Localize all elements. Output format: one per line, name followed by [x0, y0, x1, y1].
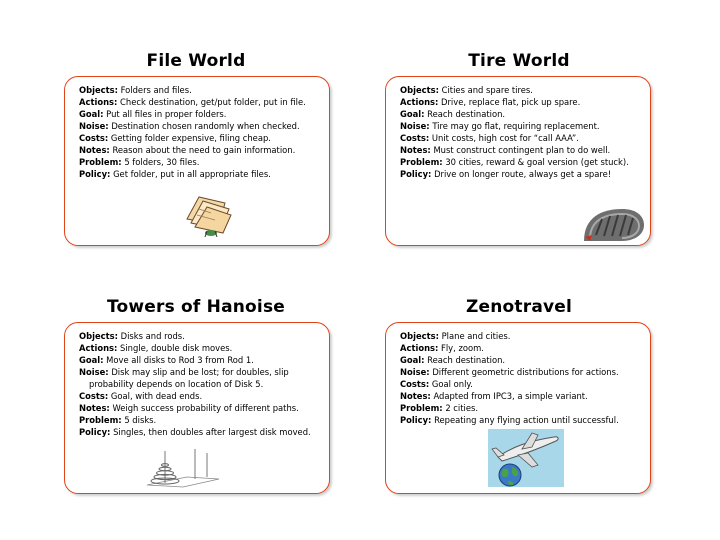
line-noise: Noise: Disk may slip and be lost; for doubles, slip: [79, 367, 289, 377]
file-folders-icon: [181, 189, 237, 239]
line-notes: Notes: Must construct contingent plan to do well.: [400, 145, 611, 155]
line-policy: Policy: Drive on longer route, always get a spare!: [400, 169, 612, 179]
line-problem: Problem: 5 folders, 30 files.: [79, 157, 200, 167]
hanoi-towers-icon: [143, 445, 223, 491]
card-text-lines: [79, 330, 319, 438]
line-actions: Actions: Check destination, get/put folder, put in file.: [79, 97, 306, 107]
line-noise: Noise: Different geometric distributions for actions.: [400, 367, 619, 377]
card-file-world: [64, 76, 330, 246]
line-policy: Policy: Singles, then doubles after largest disk moved.: [79, 427, 311, 437]
line-policy: Policy: Repeating any flying action until successful.: [400, 415, 619, 425]
airplane-globe-icon: [488, 427, 568, 491]
line-costs: Costs: Getting folder expensive, filing cheap.: [79, 133, 271, 143]
card-text-lines: [400, 84, 640, 180]
card-title-tire-world: Tire World: [468, 51, 570, 71]
line-notes: Notes: Adapted from IPC3, a simple variant.: [400, 391, 588, 401]
line-notes: Notes: Reason about the need to gain information.: [79, 145, 296, 155]
line-problem: Problem: 30 cities, reward & goal version (get stuck).: [400, 157, 629, 167]
line-noise: Noise: Destination chosen randomly when checked.: [79, 121, 300, 131]
line-policy: Policy: Get folder, put in all appropriate files.: [79, 169, 271, 179]
line-actions: Actions: Single, double disk moves.: [79, 343, 233, 353]
line-problem: Problem: 2 cities.: [400, 403, 479, 413]
line-notes: Notes: Weigh success probability of different paths.: [79, 403, 299, 413]
line-costs: Costs: Unit costs, high cost for “call AAA”.: [400, 133, 579, 143]
line-goal: Goal: Put all files in proper folders.: [79, 109, 227, 119]
line-noise: Noise: Tire may go flat, requiring replacement.: [400, 121, 600, 131]
line-objects: Objects: Folders and files.: [79, 85, 192, 95]
line-costs: Costs: Goal, with dead ends.: [79, 391, 203, 401]
line-objects: Objects: Cities and spare tires.: [400, 85, 533, 95]
card-text-lines: [79, 84, 319, 180]
card-tire-world: [385, 76, 651, 246]
card-title-towers-of-hanoise: Towers of Hanoise: [106, 297, 286, 317]
card-title-file-world: File World: [146, 51, 246, 71]
line-goal: Goal: Reach destination.: [400, 109, 506, 119]
line-problem: Problem: 5 disks.: [79, 415, 157, 425]
line-goal: Goal: Reach destination.: [400, 355, 506, 365]
line-objects: Objects: Disks and rods.: [79, 331, 185, 341]
line-objects: Objects: Plane and cities.: [400, 331, 511, 341]
card-towers-of-hanoise: [64, 322, 330, 494]
line-actions: Actions: Drive, replace flat, pick up spare.: [400, 97, 581, 107]
line-actions: Actions: Fly, zoom.: [400, 343, 484, 353]
card-text-lines: [400, 330, 640, 426]
card-zenotravel: [385, 322, 651, 494]
tire-icon: [582, 205, 646, 243]
line-costs: Costs: Goal only.: [400, 379, 473, 389]
card-title-zenotravel: Zenotravel: [465, 297, 573, 317]
line-noise-continued: probability depends on location of Disk 5.: [89, 379, 264, 389]
line-goal: Goal: Move all disks to Rod 3 from Rod 1.: [79, 355, 254, 365]
